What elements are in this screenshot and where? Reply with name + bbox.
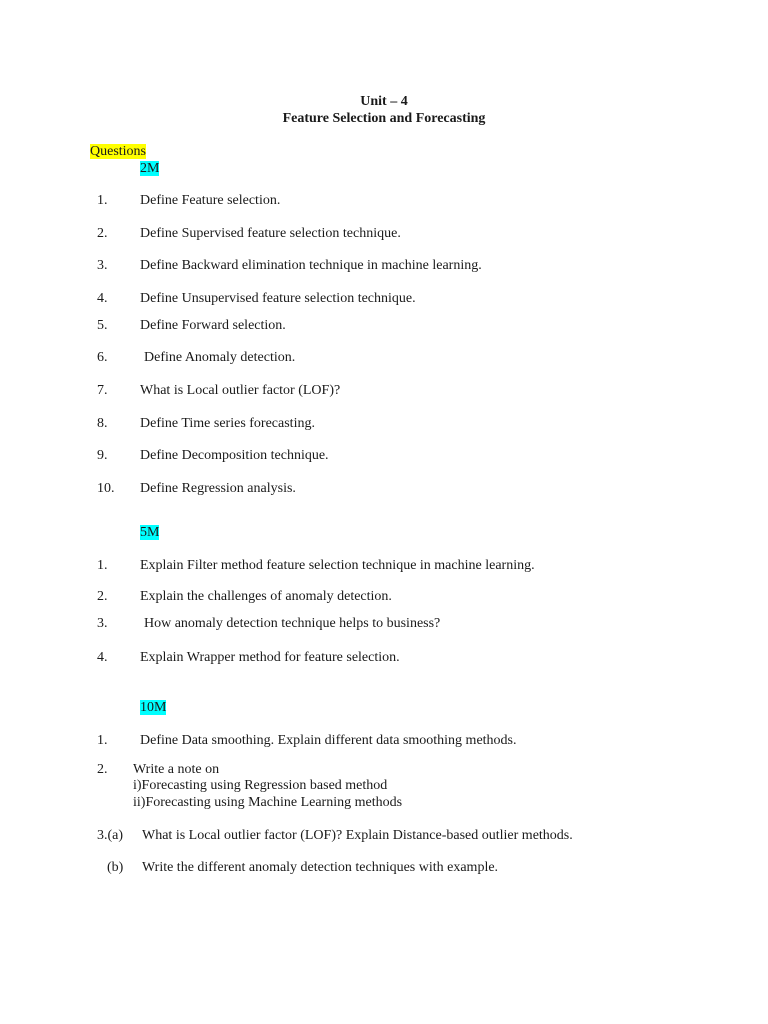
item-text: Define Feature selection. [140, 193, 281, 208]
item-number: 1. [97, 558, 108, 573]
sub-item-text: i)Forecasting using Regression based method [133, 778, 388, 793]
item-number: 9. [97, 448, 108, 463]
item-number: 1. [97, 733, 108, 748]
item-text: Explain Wrapper method for feature selection. [140, 650, 400, 665]
item-text: Explain Filter method feature selection technique in machine learning. [140, 558, 535, 573]
item-number: 7. [97, 383, 108, 398]
item-text: Define Backward elimination technique in machine learning. [140, 258, 482, 273]
item-text: Write a note on [133, 762, 220, 777]
item-number: 4. [97, 650, 108, 665]
item-text: Write the different anomaly detection techniques with example. [142, 860, 499, 875]
item-text: What is Local outlier factor (LOF)? Explain Distance-based outlier methods. [142, 828, 573, 843]
item-number: 3.(a) [97, 828, 124, 843]
section-label-text: 5M [140, 525, 160, 540]
questions-label [90, 143, 146, 160]
section-label-2m [140, 160, 159, 177]
item-number: (b) [107, 860, 124, 875]
item-text: How anomaly detection technique helps to business? [144, 616, 441, 631]
item-text: Define Data smoothing. Explain different data smoothing methods. [140, 733, 517, 748]
item-text: Define Regression analysis. [140, 481, 296, 496]
item-text: Define Forward selection. [140, 318, 286, 333]
item-text: Define Unsupervised feature selection technique. [140, 291, 416, 306]
item-number: 3. [97, 616, 108, 631]
item-number: 8. [97, 416, 108, 431]
item-text: Define Decomposition technique. [140, 448, 329, 463]
item-text: What is Local outlier factor (LOF)? [140, 383, 341, 398]
item-number: 6. [97, 350, 108, 365]
unit-heading: Unit – 4 [360, 94, 408, 109]
section-label-text: 2M [140, 161, 160, 176]
item-number: 5. [97, 318, 108, 333]
item-text: Explain the challenges of anomaly detection. [140, 589, 392, 604]
section-label-5m [140, 524, 159, 541]
section-label-text: 10M [140, 700, 167, 715]
item-text: Define Anomaly detection. [144, 350, 296, 365]
item-text: Define Supervised feature selection technique. [140, 226, 401, 241]
item-number: 4. [97, 291, 108, 306]
item-number: 2. [97, 226, 108, 241]
item-number: 1. [97, 193, 108, 208]
section-label-10m [140, 699, 166, 716]
item-number: 2. [97, 589, 108, 604]
sub-item-text: ii)Forecasting using Machine Learning methods [133, 795, 403, 810]
item-number: 10. [97, 481, 115, 496]
item-number: 3. [97, 258, 108, 273]
page-title: Feature Selection and Forecasting [282, 111, 486, 126]
questions-label-text: Questions [90, 144, 146, 159]
item-text: Define Time series forecasting. [140, 416, 315, 431]
item-number: 2. [97, 762, 108, 777]
